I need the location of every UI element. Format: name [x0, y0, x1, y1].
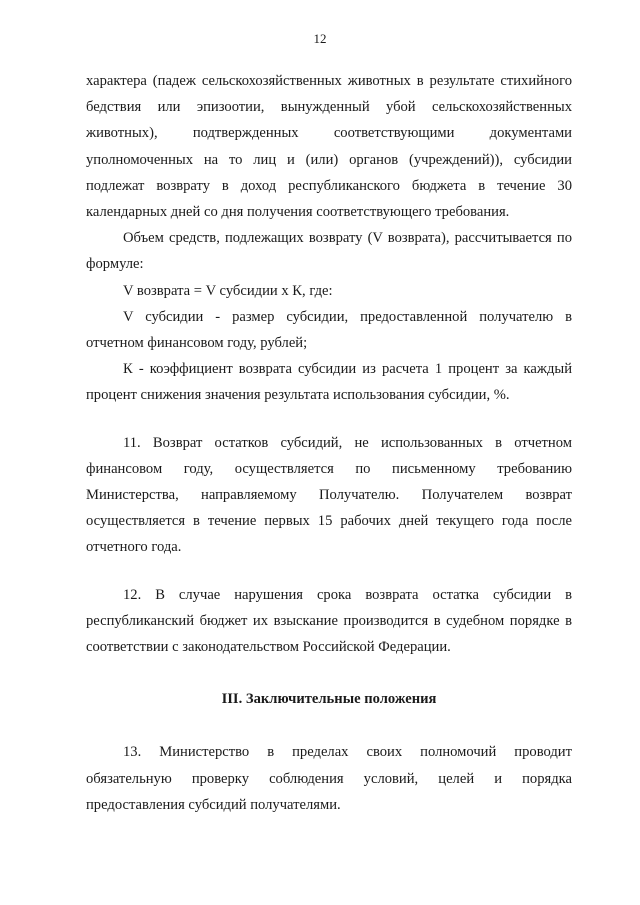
paragraph-coefficient-definition: К - коэффициент возврата субсидии из расчета 1 процент за каждый процент снижения значения результата использования субсидии, %.: [86, 361, 572, 404]
paragraph-clause-11: 11. Возврат остатков субсидий, не использованных в отчетном финансовом году, осуществляется по письменному требованию Министерства, направляемому Получателю. Получателем возврат осуществляется в течение первых 15 рабочих дней текущего года после отчетного года.: [86, 434, 572, 556]
section-heading: III. Заключительные положения: [221, 691, 437, 708]
document-body: [86, 68, 572, 818]
paragraph-clause-13: 13. Министерство в пределах своих полномочий проводит обязательную проверку соблюдения условий, целей и порядка предоставления субсидий получателями.: [86, 744, 572, 813]
page-number: 12: [313, 31, 327, 46]
paragraph-penalty-conditions: характера (падеж сельскохозяйственных животных в результате стихийного бедствия или эпизоотии, вынужденный убой сельскохозяйственных животных), подтвержденных соответствующими документами уполномоченных на то лиц и (или) органов (учреждений)), субсидии подлежат возврату в доход республиканского бюджета в течение 30 календарных дней со дня получения соответствующего требования.: [86, 73, 572, 221]
paragraph-subsidy-definition: V субсидии - размер субсидии, предоставленной получателю в отчетном финансовом году, рублей;: [86, 308, 572, 352]
formula-line: V возврата = V субсидии x К, где:: [123, 282, 333, 299]
paragraph-refund-volume: Объем средств, подлежащих возврату (V возврата), рассчитывается по формуле:: [86, 230, 572, 273]
paragraph-clause-12: 12. В случае нарушения срока возврата остатка субсидии в республиканский бюджет их взыскание производится в судебном порядке в соответствии с законодательством Российской Федерации.: [86, 586, 572, 656]
